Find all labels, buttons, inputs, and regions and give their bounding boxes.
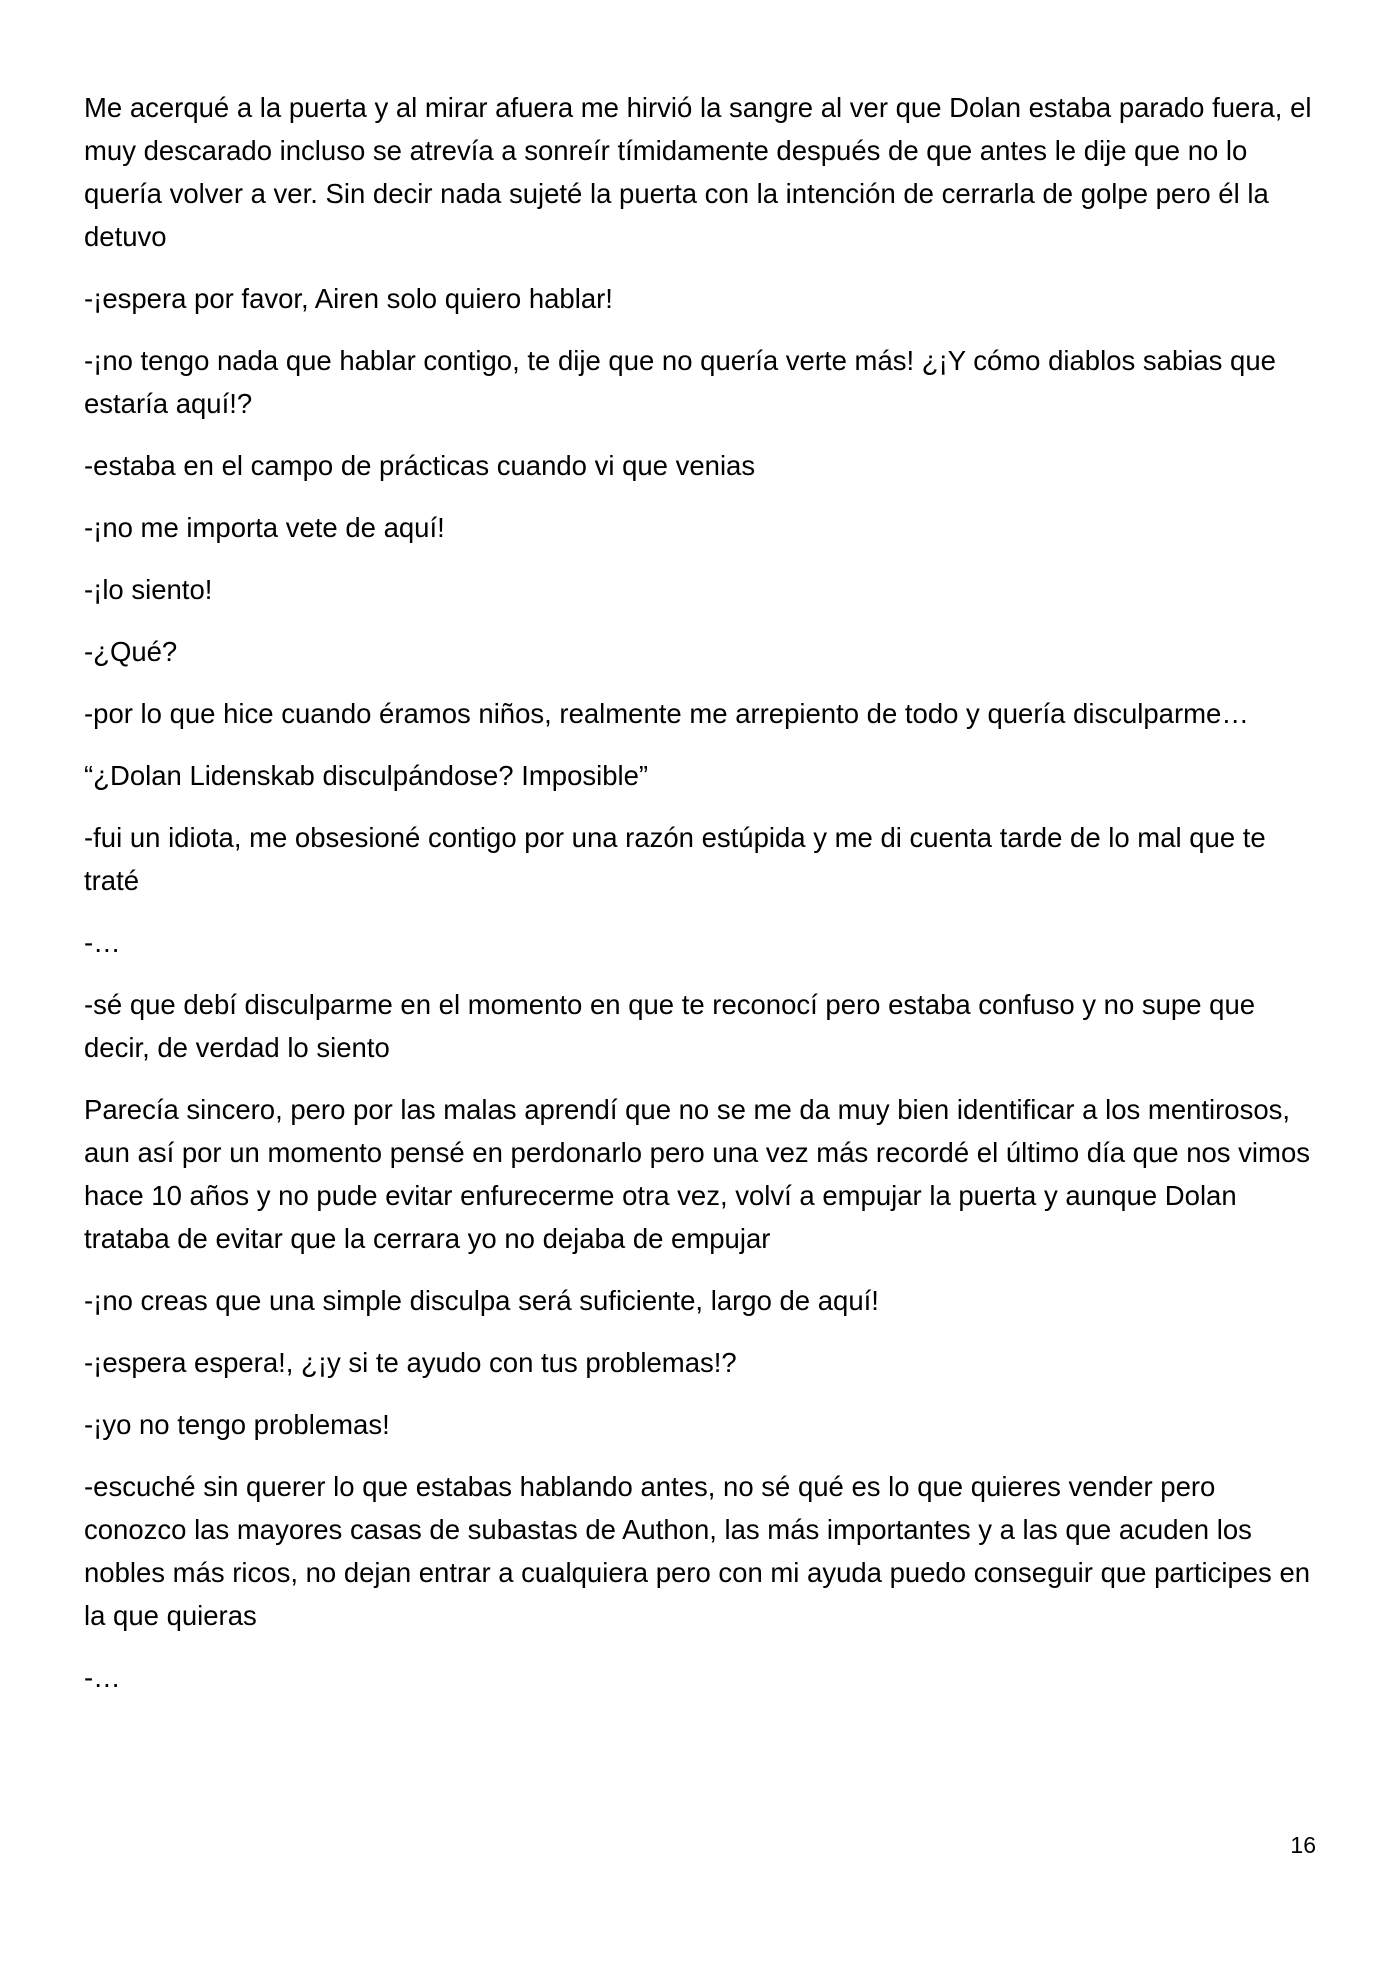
paragraph-dialogue: -¡no tengo nada que hablar contigo, te dije que no quería verte más! ¿¡Y cómo diablos sabias que estaría aquí!? — [84, 345, 1276, 419]
paragraph-dialogue: -¡espera por favor, Airen solo quiero hablar! — [84, 283, 613, 314]
paragraph-dialogue: -escuché sin querer lo que estabas hablando antes, no sé qué es lo que quieres vender pero conozco las mayores casas de subastas de Authon, las más importantes y a las que acuden los nobles más ricos, no dejan entrar a cualquiera pero con mi ayuda puedo conseguir que participes en la que quieras — [84, 1471, 1311, 1631]
paragraph-narration: Me acerqué a la puerta y al mirar afuera me hirvió la sangre al ver que Dolan estaba parado fuera, el muy descarado incluso se atrevía a sonreír tímidamente después de que antes le dije que no lo quería volver a ver. Sin decir nada sujeté la puerta con la intención de cerrarla de golpe pero él la detuvo — [84, 92, 1312, 252]
paragraph-thought: “¿Dolan Lidenskab disculpándose? Imposible” — [84, 760, 649, 791]
paragraph-dialogue: -¡yo no tengo problemas! — [84, 1409, 390, 1440]
page-number: 16 — [1290, 1832, 1316, 1858]
paragraph-dialogue: -¡no creas que una simple disculpa será suficiente, largo de aquí! — [84, 1285, 879, 1316]
paragraph-dialogue: -estaba en el campo de prácticas cuando vi que venias — [84, 450, 756, 481]
paragraph-dialogue: -por lo que hice cuando éramos niños, realmente me arrepiento de todo y quería disculparme… — [84, 698, 1249, 729]
paragraph-dialogue: -¡no me importa vete de aquí! — [84, 512, 445, 543]
paragraph-dialogue: -… — [84, 927, 121, 958]
paragraph-dialogue: -¿Qué? — [84, 636, 178, 667]
paragraph-dialogue: -fui un idiota, me obsesioné contigo por una razón estúpida y me di cuenta tarde de lo mal que te traté — [84, 822, 1266, 896]
paragraph-dialogue: -sé que debí disculparme en el momento en que te reconocí pero estaba confuso y no supe que decir, de verdad lo siento — [84, 989, 1256, 1063]
paragraph-narration: Parecía sincero, pero por las malas aprendí que no se me da muy bien identificar a los mentirosos, aun así por un momento pensé en perdonarlo pero una vez más recordé el último día que nos vimos hace 10 años y no pude evitar enfurecerme otra vez, volví a empujar la puerta y aunque Dolan trataba de evitar que la cerrara yo no dejaba de empujar — [84, 1094, 1310, 1254]
paragraph-dialogue: -¡espera espera!, ¿¡y si te ayudo con tus problemas!? — [84, 1347, 737, 1378]
paragraph-dialogue: -¡lo siento! — [84, 574, 213, 605]
paragraph-dialogue: -… — [84, 1662, 121, 1693]
document-body — [84, 86, 1316, 1699]
